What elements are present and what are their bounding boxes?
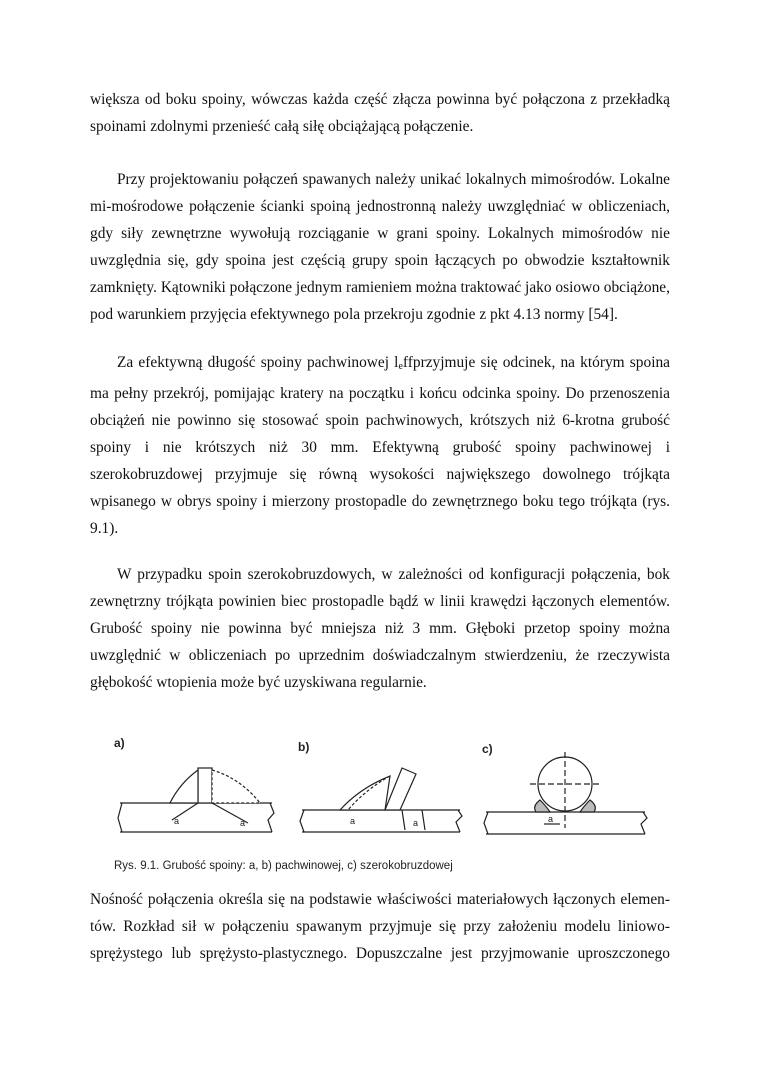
text-line: uwzględnia się, gdy spoina jest częścią grupy spoin łączących po obwodzie kształtownik (90, 252, 670, 269)
dimension-a-left: a (174, 816, 180, 826)
dimension-a-right: a (240, 818, 246, 828)
diagram-c-groove-bar (484, 752, 647, 834)
paragraph-5 (90, 886, 670, 967)
text-line: pod warunkiem przyjęcia efektywnego pola przekroju zgodnie z pkt 4.13 normy [54]. (90, 306, 618, 323)
text-line: 9.1). (90, 520, 119, 537)
text-line: zamknięty. Kątowniki połączone jednym ramieniem można traktować jako osiowo obciążone, (90, 279, 670, 296)
figure-label-b: b) (298, 740, 310, 754)
text-fragment: Za efektywną długość spoiny pachwinowej l (117, 354, 399, 371)
text-line: głębokość wtopienia może być uzyskiwana regularnie. (90, 674, 427, 691)
paragraph-3 (90, 349, 670, 542)
paragraph-2 (90, 166, 670, 328)
text-line: spoinami zdolnymi przenieść całą siłę obciążającą połączenie. (90, 118, 474, 135)
text-line: Grubość spoiny nie powinna być mniejsza niż 3 mm. Głęboki przetop spoiny można (90, 620, 670, 637)
figure-label-c: c) (482, 742, 493, 756)
dimension-b-left: a (350, 816, 356, 826)
text-line: Przy projektowaniu połączeń spawanych należy unikać lokalnych mimośrodów. Lokalne (117, 171, 670, 188)
diagram-b-inclined-fillet (300, 768, 462, 832)
text-fragment: ffprzyjmuje się odcinek, na którym spoina (402, 354, 670, 371)
text-line (90, 349, 670, 380)
text-line: zewnętrzny trójkąta powinien biec prostopadle bądź w linii krawędzi łączonych elementów. (90, 593, 670, 610)
text-line: szerokobruzdowej przyjmuje się równą wysokości największego dowolnego trójkąta (90, 466, 670, 483)
text-line: mi-mośrodowe połączenie ścianki spoiną jednostronną należy uwzględniać w obliczeniach, (90, 198, 670, 215)
dimension-b-right: a (413, 818, 419, 828)
figure-label-a: a) (114, 736, 125, 750)
text-line: ma pełny przekrój, pomijając kratery na początku i końcu odcinka spoiny. Do przenoszenia (90, 385, 670, 402)
text-line: W przypadku spoin szerokobruzdowych, w zależności od konfiguracji połączenia, bok (117, 566, 670, 583)
weld-thickness-figure (110, 728, 670, 878)
text-line: Nośność połączenia określa się na podstawie właściwości materiałowych łączonych elemen- (90, 891, 670, 908)
paragraph-1 (90, 86, 670, 140)
text-line: tów. Rozkład sił w połączeniu spawanym przyjmuje się przy założeniu modelu liniowo- (90, 918, 670, 935)
text-line: obciążeń nie powinno się stosować spoin pachwinowych, krótszych niż 6-krotna grubość (90, 412, 670, 429)
text-line: spoiny i nie krótszych niż 30 mm. Efektywną grubość spoiny pachwinowej i (90, 439, 670, 456)
text-line: wpisanego w obrys spoiny i mierzony prostopadle do zewnętrznego boku tego trójkąta (rys. (90, 493, 670, 510)
text-line: większa od boku spoiny, wówczas każda część złącza powinna być połączona z przekładką (90, 91, 670, 108)
text-line: sprężystego lub sprężysto-plastycznego. Dopuszczalne jest przyjmowanie uproszczonego (90, 945, 670, 962)
subscript: e (398, 361, 403, 372)
text-line: gdy siły zewnętrzne wywołują rozciąganie w grani spoiny. Lokalnych mimośrodów nie (90, 225, 670, 242)
diagram-a-fillet-tee (118, 768, 274, 832)
figure-caption: Rys. 9.1. Grubość spoiny: a, b) pachwinowej, c) szerokobruzdowej (114, 859, 453, 873)
text-line: uwzględnić w obliczeniach po uprzednim doświadczalnym stwierdzeniu, że rzeczywista (90, 647, 670, 664)
paragraph-4 (90, 561, 670, 696)
weld-diagrams (110, 728, 670, 858)
dimension-c: a (548, 814, 554, 824)
